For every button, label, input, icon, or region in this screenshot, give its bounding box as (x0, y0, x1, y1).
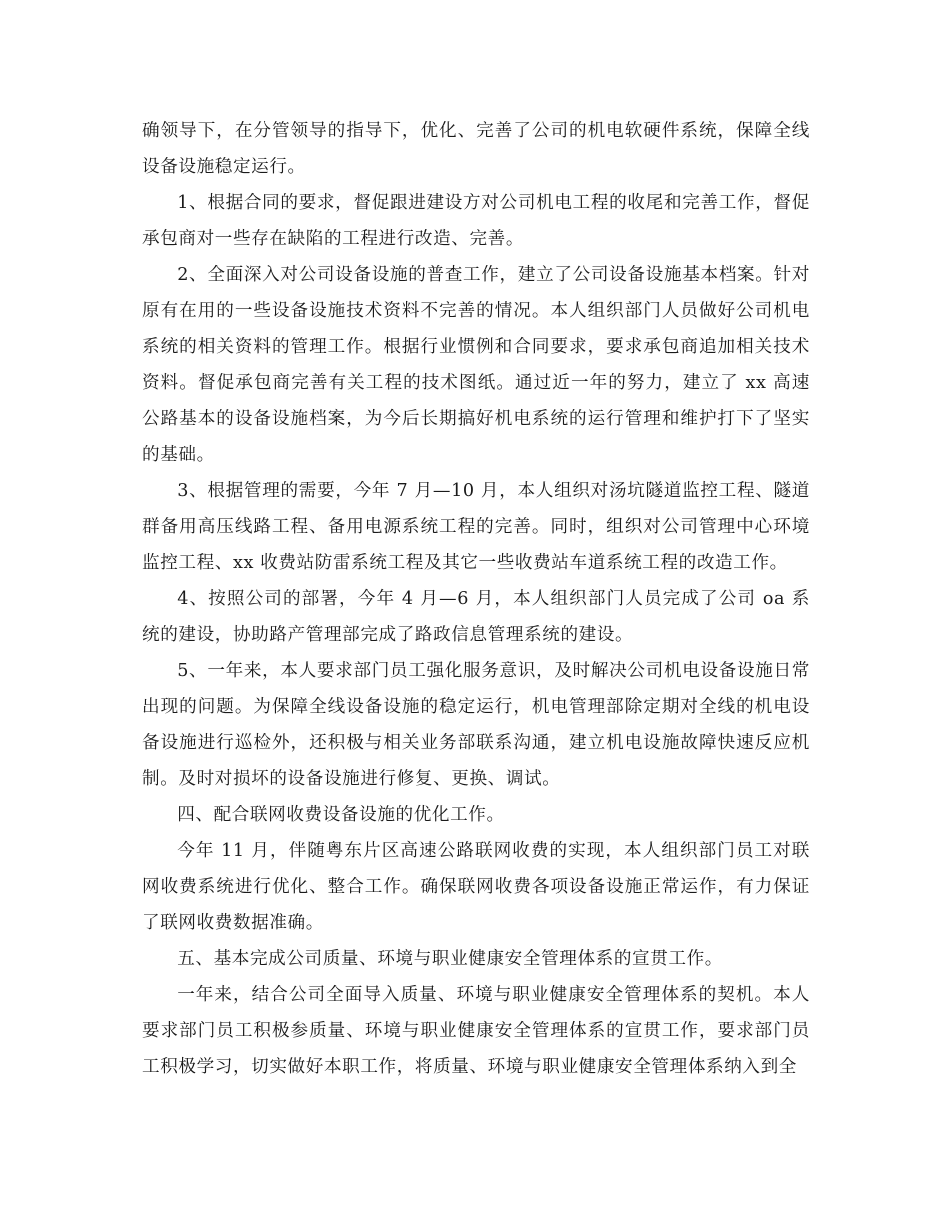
paragraph-section-5: 一年来，结合公司全面导入质量、环境与职业健康安全管理体系的契机。本人要求部门员工积极参质量、环境与职业健康安全管理体系的宣贯工作，要求部门员工积极学习，切实做好本职工作，将质量、环境与职业健康安全管理体系纳入到全 (142, 985, 810, 1077)
paragraph-item-3: 3、根据管理的需要，今年 7 月—10 月，本人组织对汤坑隧道监控工程、隧道群备用高压线路工程、备用电源系统工程的完善。同时，组织对公司管理中心环境监控工程、xx 收费站防雷系统工程及其它一些收费站车道系统工程的改造工作。 (142, 481, 810, 573)
paragraph-section-4: 今年 11 月，伴随粤东片区高速公路联网收费的实现，本人组织部门员工对联网收费系统进行优化、整合工作。确保联网收费各项设备设施正常运作，有力保证了联网收费数据准确。 (142, 841, 810, 933)
section-heading-5: 五、基本完成公司质量、环境与职业健康安全管理体系的宣贯工作。 (177, 949, 724, 969)
paragraph-item-4: 4、按照公司的部署，今年 4 月—6 月，本人组织部门人员完成了公司 oa 系统的建设，协助路产管理部完成了路政信息管理系统的建设。 (142, 589, 810, 645)
document-body (142, 113, 810, 1085)
paragraph-item-1: 1、根据合同的要求，督促跟进建设方对公司机电工程的收尾和完善工作，督促承包商对一些存在缺陷的工程进行改造、完善。 (142, 193, 810, 249)
section-heading-4: 四、配合联网收费设备设施的优化工作。 (177, 805, 505, 825)
paragraph-continuation: 确领导下，在分管领导的指导下，优化、完善了公司的机电软硬件系统，保障全线设备设施稳定运行。 (142, 121, 810, 177)
paragraph-item-2: 2、全面深入对公司设备设施的普查工作，建立了公司设备设施基本档案。针对原有在用的一些设备设施技术资料不完善的情况。本人组织部门人员做好公司机电系统的相关资料的管理工作。根据行业惯例和合同要求，要求承包商追加相关技术资料。督促承包商完善有关工程的技术图纸。通过近一年的努力，建立了 xx 高速公路基本的设备设施档案，为今后长期搞好机电系统的运行管理和维护打下了坚实的基础。 (142, 265, 810, 465)
paragraph-item-5: 5、一年来，本人要求部门员工强化服务意识，及时解决公司机电设备设施日常出现的问题。为保障全线设备设施的稳定运行，机电管理部除定期对全线的机电设备设施进行巡检外，还积极与相关业务部联系沟通，建立机电设施故障快速反应机制。及时对损坏的设备设施进行修复、更换、调试。 (142, 661, 810, 789)
